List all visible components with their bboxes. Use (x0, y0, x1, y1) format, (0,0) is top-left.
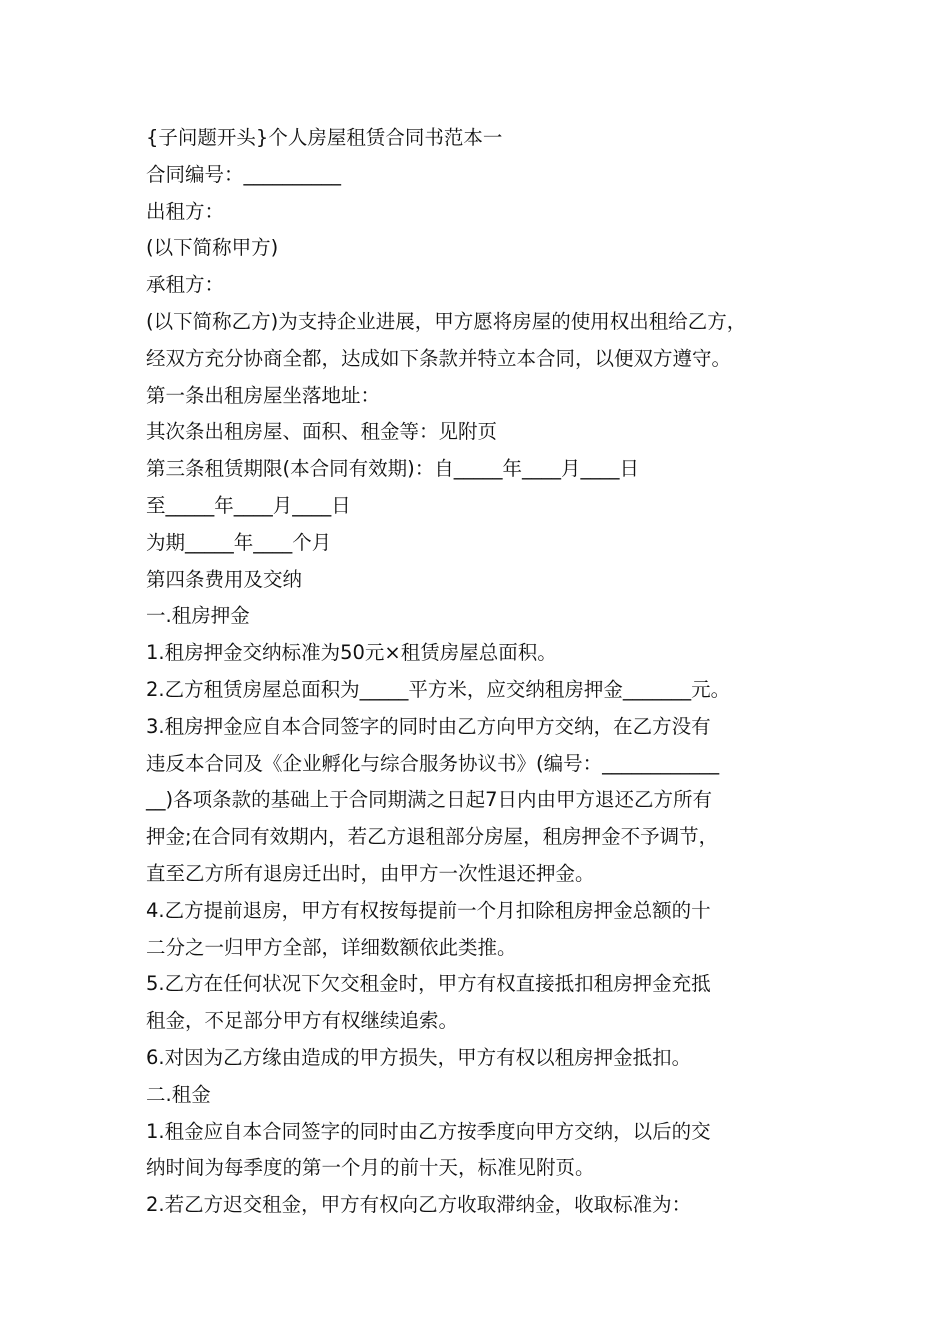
text-line: 4.乙方提前退房，甲方有权按每提前一个月扣除租房押金总额的十 (146, 898, 711, 922)
document-title: {子问题开头}个人房屋租赁合同书范本一 (146, 126, 503, 149)
text-line: 租金，不足部分甲方有权继续追索。 (146, 1009, 459, 1033)
article-heading: 第四条费用及交纳 (146, 567, 303, 591)
text-line: 为期_____年____个月 (146, 530, 332, 554)
document-body (146, 120, 816, 1224)
text-line: 2.若乙方迟交租金，甲方有权向乙方收取滞纳金，收取标准为： (146, 1193, 692, 1217)
text-line: 至_____年____月____日 (146, 493, 351, 517)
section-heading: 一.租房押金 (146, 604, 250, 628)
text-line: 二分之一归甲方全部，详细数额依此类推。 (146, 935, 517, 959)
lessor-abbrev-line: (以下简称甲方) (146, 236, 279, 260)
article-heading: 其次条出租房屋、面积、租金等：见附页 (146, 420, 498, 444)
text-line: 5.乙方在任何状况下欠交租金时，甲方有权直接抵扣租房押金充抵 (146, 972, 711, 996)
lessee-line: 承租方： (146, 273, 225, 297)
text-line: 押金;在合同有效期内，若乙方退租部分房屋，租房押金不予调节， (146, 825, 719, 849)
text-line: 纳时间为每季度的第一个月的前十天，标准见附页。 (146, 1156, 595, 1180)
text-line: 3.租房押金应自本合同签字的同时由乙方向甲方交纳，在乙方没有 (146, 714, 711, 738)
text-line: (以下简称乙方)为支持企业进展，甲方愿将房屋的使用权出租给乙方， (146, 309, 747, 333)
lessor-line: 出租方： (146, 199, 225, 223)
section-heading: 二.租金 (146, 1082, 211, 1106)
text-line: 经双方充分协商全都，达成如下条款并特立本合同，以便双方遵守。 (146, 346, 732, 370)
text-line: 1.租金应自本合同签字的同时由乙方按季度向甲方交纳，以后的交 (146, 1119, 711, 1143)
article-heading: 第三条租赁期限(本合同有效期)：自_____年____月____日 (146, 457, 639, 481)
text-line: 2.乙方租赁房屋总面积为_____平方米，应交纳租房押金_______元。 (146, 677, 731, 701)
text-line: 6.对因为乙方缘由造成的甲方损失，甲方有权以租房押金抵扣。 (146, 1045, 692, 1069)
article-heading: 第一条出租房屋坐落地址： (146, 383, 381, 407)
text-line: 直至乙方所有退房迁出时，由甲方一次性退还押金。 (146, 861, 595, 885)
contract-number-line: 合同编号：__________ (146, 162, 342, 186)
text-line: 违反本合同及《企业孵化与综合服务协议书》(编号：____________ (146, 751, 720, 775)
text-line: __)各项条款的基础上于合同期满之日起7日内由甲方退还乙方所有 (146, 788, 713, 812)
text-line: 1.租房押金交纳标准为50元×租赁房屋总面积。 (146, 641, 557, 665)
